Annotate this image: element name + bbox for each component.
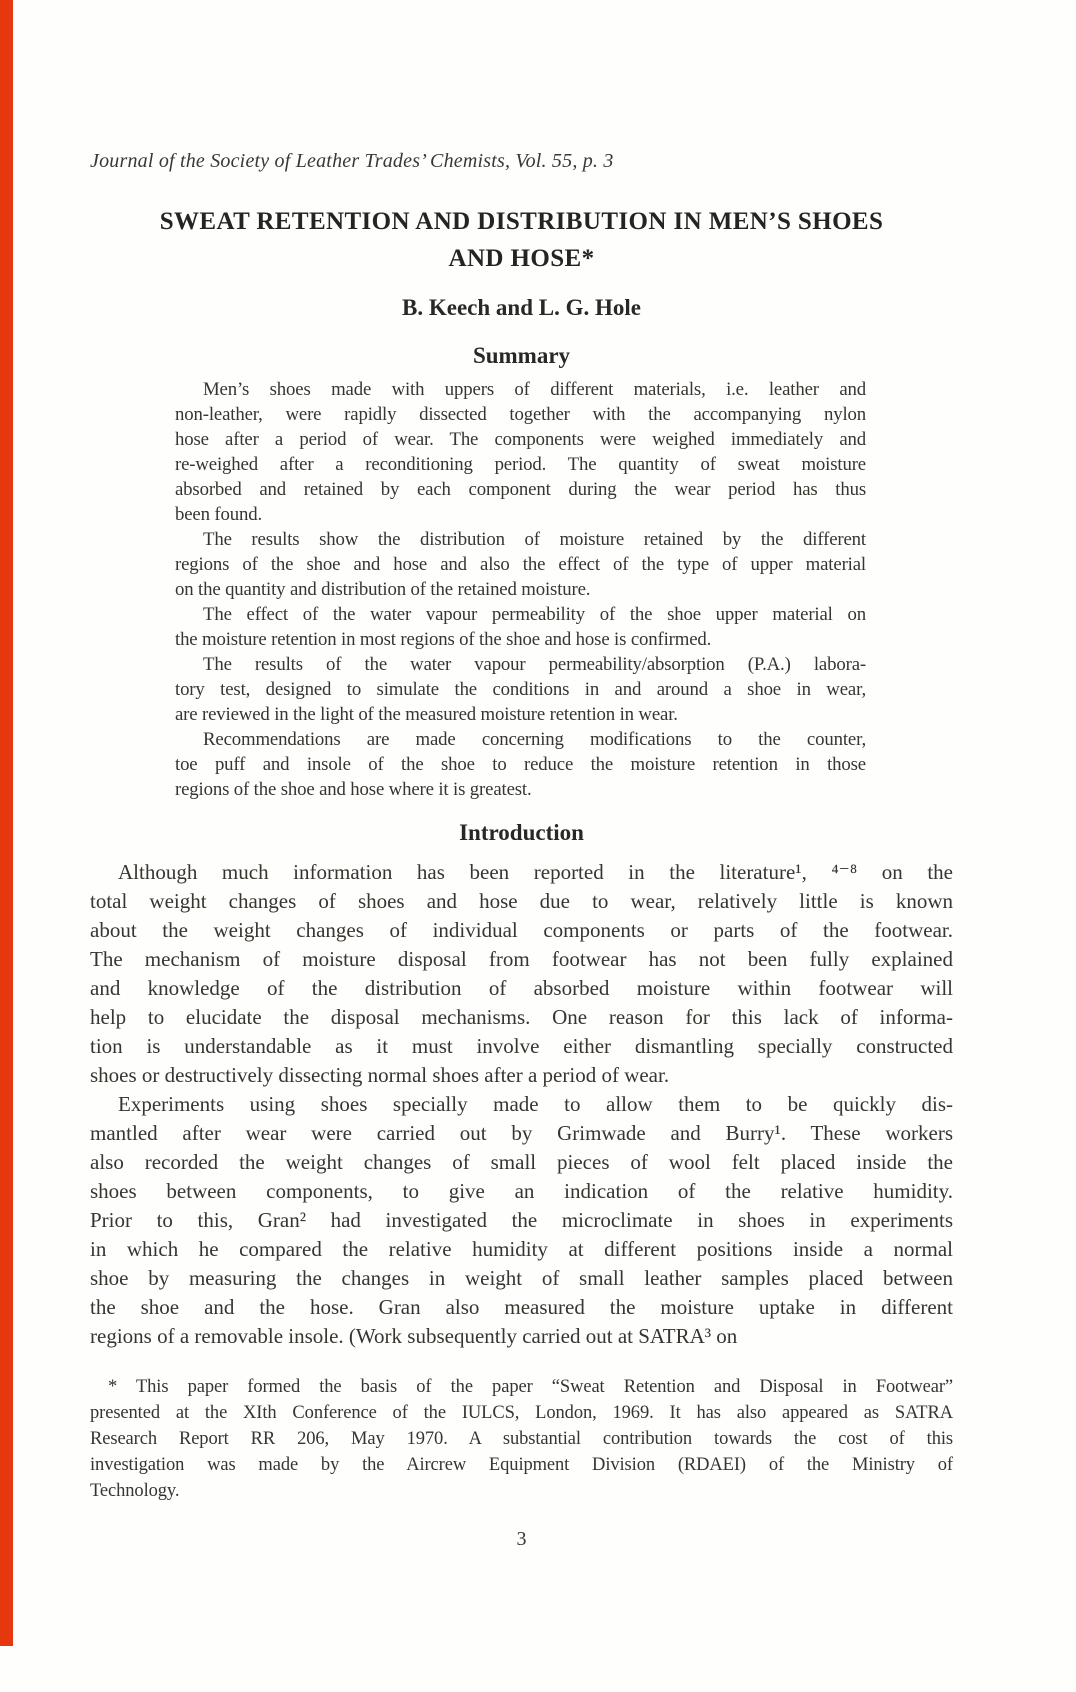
footnote-paragraph xyxy=(90,1374,953,1504)
text-line: re-weighed after a reconditioning period. The quantity of sweat moisture xyxy=(175,454,866,475)
introduction-paragraph xyxy=(90,858,953,1090)
article-title-line-2: AND HOSE* xyxy=(448,245,595,272)
text-line: Although much information has been reported in the literature¹, ⁴⁻⁸ on the xyxy=(118,860,953,884)
text-line: The results of the water vapour permeability/absorption (P.A.) labora- xyxy=(203,654,866,675)
summary-paragraph xyxy=(175,527,866,602)
text-line: and knowledge of the distribution of absorbed moisture within footwear will xyxy=(90,976,953,1000)
text-line: total weight changes of shoes and hose due to wear, relatively little is known xyxy=(90,889,953,913)
text-line: The results show the distribution of moisture retained by the different xyxy=(203,529,866,550)
text-line: presented at the XIth Conference of the IULCS, London, 1969. It has also appeared as SATRA xyxy=(90,1403,953,1423)
summary-section xyxy=(175,377,866,802)
binding-edge-strip xyxy=(0,0,13,1646)
text-line: are reviewed in the light of the measured moisture retention in wear. xyxy=(175,704,678,725)
text-line: Recommendations are made concerning modifications to the counter, xyxy=(203,729,866,750)
introduction-paragraph xyxy=(90,1090,953,1351)
text-line: about the weight changes of individual components or parts of the footwear. xyxy=(90,918,953,942)
summary-heading: Summary xyxy=(472,343,571,368)
text-line: help to elucidate the disposal mechanisms. One reason for this lack of informa- xyxy=(90,1005,953,1029)
text-line: Technology. xyxy=(90,1481,180,1501)
journal-citation: Journal of the Society of Leather Trades’ Chemists, Vol. 55, p. 3 xyxy=(90,150,614,172)
text-line: * This paper formed the basis of the paper “Sweat Retention and Disposal in Footwear” xyxy=(108,1377,953,1397)
text-line: Prior to this, Gran² had investigated the microclimate in shoes in experiments xyxy=(90,1208,953,1232)
summary-paragraph xyxy=(175,377,866,527)
introduction-section xyxy=(90,858,953,1351)
text-line: toe puff and insole of the shoe to reduce the moisture retention in those xyxy=(175,754,866,775)
text-line: shoes or destructively dissecting normal shoes after a period of wear. xyxy=(90,1063,670,1087)
text-line: in which he compared the relative humidity at different positions inside a normal xyxy=(90,1237,953,1261)
page-number: 3 xyxy=(516,1528,527,1550)
text-line: the shoe and the hose. Gran also measured the moisture uptake in different xyxy=(90,1295,953,1319)
article-title-line-1: SWEAT RETENTION AND DISTRIBUTION IN MEN’S SHOES xyxy=(159,208,884,235)
text-line: tion is understandable as it must involve either dismantling specially constructed xyxy=(90,1034,953,1058)
text-line: hose after a period of wear. The components were weighed immediately and xyxy=(175,429,866,450)
text-line: mantled after wear were carried out by Grimwade and Burry¹. These workers xyxy=(90,1121,953,1145)
text-line: tory test, designed to simulate the conditions in and around a shoe in wear, xyxy=(175,679,866,700)
text-line: The effect of the water vapour permeability of the shoe upper material on xyxy=(203,604,866,625)
summary-paragraph xyxy=(175,602,866,652)
text-line: Men’s shoes made with uppers of different materials, i.e. leather and xyxy=(203,379,866,400)
text-line: non-leather, were rapidly dissected together with the accompanying nylon xyxy=(175,404,866,425)
text-line: shoes between components, to give an indication of the relative humidity. xyxy=(90,1179,953,1203)
text-line: regions of a removable insole. (Work subsequently carried out at SATRA³ on xyxy=(90,1324,738,1348)
text-line: regions of the shoe and hose and also the effect of the type of upper material xyxy=(175,554,866,575)
text-line: regions of the shoe and hose where it is greatest. xyxy=(175,779,532,800)
text-line: also recorded the weight changes of small pieces of wool felt placed inside the xyxy=(90,1150,953,1174)
text-line: on the quantity and distribution of the retained moisture. xyxy=(175,579,591,600)
text-line: shoe by measuring the changes in weight of small leather samples placed between xyxy=(90,1266,953,1290)
text-line: Experiments using shoes specially made to allow them to be quickly dis- xyxy=(118,1092,953,1116)
text-line: the moisture retention in most regions of the shoe and hose is confirmed. xyxy=(175,629,712,650)
text-line: absorbed and retained by each component during the wear period has thus xyxy=(175,479,866,500)
authors-line: B. Keech and L. G. Hole xyxy=(402,295,641,320)
introduction-heading: Introduction xyxy=(459,820,584,845)
footnote-section xyxy=(90,1374,953,1504)
text-line: been found. xyxy=(175,504,263,525)
text-line: Research Report RR 206, May 1970. A substantial contribution towards the cost of this xyxy=(90,1429,953,1449)
text-line: investigation was made by the Aircrew Equipment Division (RDAEI) of the Ministry of xyxy=(90,1455,953,1475)
summary-paragraph xyxy=(175,652,866,727)
summary-paragraph xyxy=(175,727,866,802)
text-line: The mechanism of moisture disposal from footwear has not been fully explained xyxy=(90,947,953,971)
